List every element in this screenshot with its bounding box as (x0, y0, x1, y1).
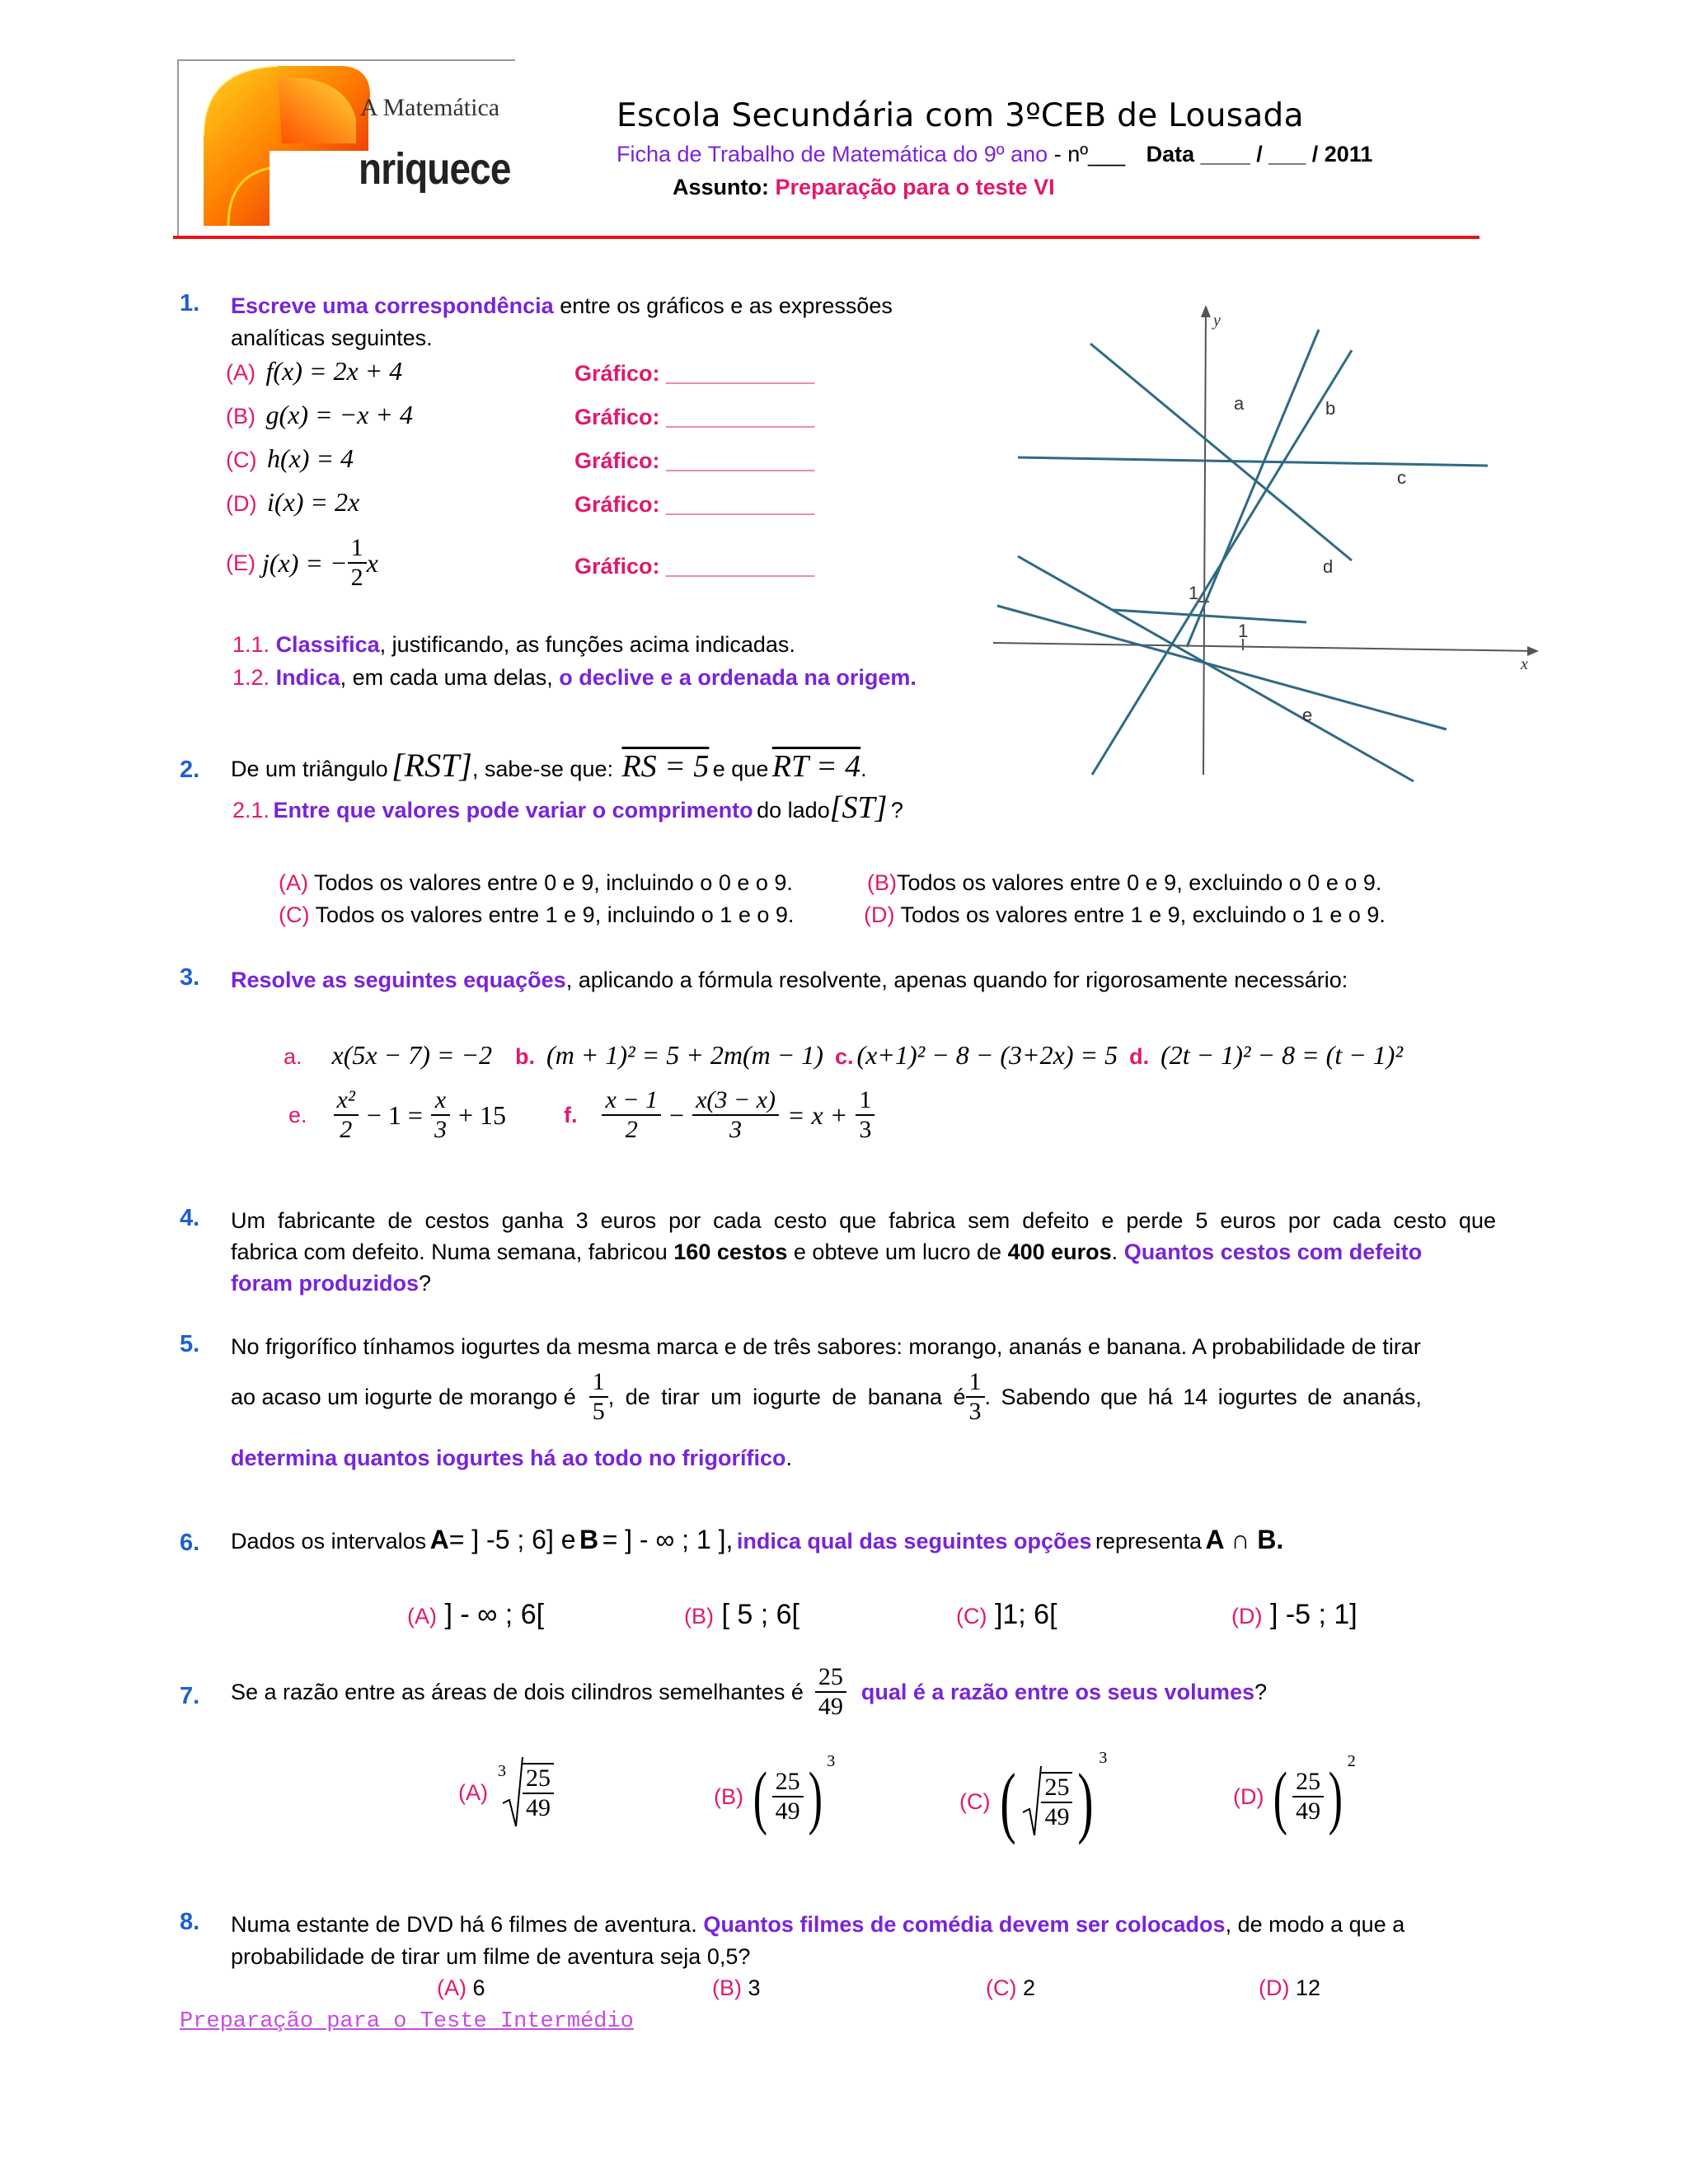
option-text: 2 (1023, 1975, 1036, 2000)
q6-option-a (407, 1599, 544, 1631)
q1-item-label: (E) (226, 551, 256, 575)
option-text: ] - ∞ ; 6[ (444, 1599, 545, 1630)
option-text: Todos os valores entre 0 e 9, incluindo o 0 e o 9. (314, 870, 793, 895)
q2-option-a (279, 867, 793, 898)
fraction-numerator: 25 (1041, 1774, 1072, 1803)
q1-item-expr-post: x (366, 547, 378, 578)
q1-item-c (226, 443, 354, 476)
q8-text: , de modo a que a (1225, 1912, 1405, 1937)
q2-text-b: , sabe-se que: (471, 757, 613, 781)
fraction-denominator: 49 (526, 1794, 551, 1821)
q2-triangle: [RST] (392, 747, 472, 784)
q4-bold: 400 euros (1007, 1240, 1112, 1264)
q5-line1: No frigorífico tínhamos iogurtes da mesma marca e de três sabores: morango, ananás e banana. A probabilidade de tirar (231, 1334, 1421, 1359)
q6-text-a: Dados os intervalos (231, 1529, 427, 1554)
fraction-denominator: 2 (340, 1116, 353, 1143)
paren-open: ( (1273, 1757, 1288, 1836)
q1-item-fraction (348, 534, 367, 592)
option-label: (C) (986, 1975, 1017, 2000)
option-text: Todos os valores entre 1 e 9, incluindo o 1 e o 9. (315, 902, 795, 927)
fraction-denominator: 5 (592, 1398, 605, 1425)
option-label: (A) (437, 1975, 467, 2000)
q3-b-label: b. (515, 1044, 536, 1069)
q2-option-d (864, 899, 1386, 930)
q8-option-c (986, 1972, 1035, 2004)
footer-link[interactable]: Preparação para o Teste Intermédio (180, 2009, 634, 2034)
q1-item-d (226, 487, 359, 519)
q2-side: [ST] (829, 790, 888, 825)
fraction-numerator: 1 (856, 1086, 874, 1116)
fraction-denominator: 3 (434, 1116, 447, 1143)
school-title: Escola Secundária com 3ºCEB de Lousada (617, 97, 1304, 134)
fraction-numerator: 25 (815, 1663, 846, 1693)
q3-e-label: e. (288, 1103, 307, 1127)
q3-number: 3. (180, 964, 200, 991)
q4-bold: 160 cestos (673, 1240, 788, 1264)
q4-text: ? (419, 1271, 432, 1296)
q7-option-c (959, 1749, 1108, 1847)
q3-c-expr: (x+1)² − 8 − (3+2x) = 5 (856, 1040, 1118, 1070)
q8-option-a (437, 1972, 485, 2004)
q6-set-b: B (579, 1525, 599, 1554)
q5-text: ao acaso um iogurte de morango é (231, 1385, 576, 1409)
q6-text (231, 1525, 1283, 1557)
worksheet-title: Ficha de Trabalho de Matemática do 9º ano (617, 142, 1048, 166)
worksheet-line (617, 138, 1372, 170)
fraction-denominator: 3 (729, 1116, 743, 1143)
exponent: 3 (1099, 1749, 1108, 1767)
q2-number: 2. (180, 757, 200, 783)
q7-option-b (714, 1752, 836, 1838)
q4-line2 (231, 1236, 1422, 1268)
q2-text-c: e que (712, 757, 769, 781)
q3-e-end: + 15 (457, 1099, 506, 1130)
option-label: (D) (1259, 1975, 1290, 2000)
subject-value: Preparação para o teste VI (775, 175, 1055, 199)
paren-close: ) (1077, 1757, 1095, 1845)
q6-set-a: A (429, 1525, 449, 1554)
q7-end: ? (1254, 1680, 1268, 1704)
option-text: Todos os valores entre 0 e 9, excluindo o 0 e o 9. (897, 870, 1382, 895)
subject-label: Assunto: (673, 175, 769, 199)
q1-item-b (226, 400, 413, 432)
option-text: 3 (748, 1975, 761, 2000)
option-label: (B) (867, 870, 897, 895)
tick-x-label: 1 (1238, 621, 1249, 641)
q6-option-d (1231, 1599, 1357, 1631)
logo (177, 59, 515, 236)
q1-item-answer: Gráfico: ____________ (574, 554, 815, 579)
q1-item-answer: Gráfico: ____________ (574, 361, 815, 386)
root-index: 3 (498, 1762, 506, 1780)
q1-sub1-highlight: Classifica (275, 632, 380, 657)
fraction-denominator: 2 (625, 1116, 638, 1143)
q2-option-c (279, 899, 794, 930)
q1-item-a (226, 356, 402, 388)
line-a (1090, 344, 1352, 560)
q4-line3 (231, 1268, 431, 1299)
q1-item-label: (B) (226, 404, 256, 429)
q1-intro-rest: entre os gráficos e as expressões (560, 293, 893, 318)
q1-item-answer: Gráfico: ____________ (574, 492, 815, 517)
q1-number: 1. (180, 290, 200, 316)
option-fraction (1292, 1768, 1324, 1825)
q6-rest: representa (1095, 1529, 1203, 1554)
q5-text: . Sabendo que há 14 iogurtes de ananás, (984, 1385, 1422, 1409)
tick-y-label: 1 (1189, 583, 1199, 603)
q1-item-expr: i(x) = 2x (266, 487, 360, 517)
q6-number: 6. (180, 1530, 200, 1556)
q2-option-b (867, 867, 1381, 898)
q7-highlight: qual é a razão entre os seus volumes (860, 1680, 1255, 1704)
q1-sub1-number: 1.1. (232, 632, 270, 657)
q3-row2 (288, 1086, 874, 1144)
q6-highlight: indica qual das seguintes opções (736, 1529, 1092, 1554)
option-label: (C) (959, 1788, 991, 1814)
q5-line2 (231, 1368, 1496, 1426)
q3-d-label: d. (1129, 1044, 1150, 1069)
q3-b-expr: (m + 1)² = 5 + 2m(m − 1) (546, 1040, 823, 1070)
logo-title: A Matemática (360, 94, 500, 121)
q3-d-expr: (2t − 1)² − 8 = (t − 1)² (1160, 1040, 1404, 1070)
q7-option-a (458, 1755, 554, 1830)
q8-text: Numa estante de DVD há 6 filmes de aventura. (231, 1912, 697, 1937)
q2-eq1: RS = 5 (621, 749, 710, 784)
q7-frac (815, 1663, 846, 1721)
q1-item-expr: j(x) = − (262, 547, 348, 578)
q1-intro-highlight: Escreve uma correspondência (231, 293, 554, 318)
q1-sub2-highlight2: o declive e a ordenada na origem. (559, 665, 917, 690)
option-text: ]1; 6[ (994, 1599, 1057, 1630)
q6-interval-a: = ] -5 ; 6] e (448, 1525, 576, 1554)
q1-item-answer: Gráfico: ____________ (574, 405, 815, 429)
q3-e-mid: − 1 = (366, 1099, 423, 1130)
option-text: ] -5 ; 1] (1269, 1599, 1357, 1630)
option-label: (A) (407, 1604, 437, 1629)
q6-option-c (956, 1599, 1057, 1631)
logo-spiral-icon (179, 61, 377, 236)
q1-sub2-mid: , em cada uma delas, (340, 665, 553, 690)
q8-line2: probabilidade de tirar um filme de aventura seja 0,5? (231, 1944, 751, 1969)
option-fraction (772, 1768, 804, 1825)
option-label: (B) (712, 1975, 742, 2000)
fraction-denominator: 2 (350, 564, 363, 591)
q3-a-expr: x(5x − 7) = −2 (331, 1040, 493, 1070)
q7-text (231, 1663, 1267, 1721)
fraction-numerator: 1 (348, 534, 367, 564)
label-a: a (1234, 393, 1245, 414)
x-axis-arrow (1527, 646, 1539, 656)
option-label: (D) (864, 902, 895, 927)
q6-result: A ∩ B. (1205, 1525, 1284, 1554)
fraction-denominator: 49 (1044, 1802, 1070, 1830)
q1-item-expr: h(x) = 4 (266, 443, 354, 473)
q3-c-label: c. (834, 1044, 854, 1069)
square-root-icon (1021, 1765, 1043, 1839)
q1-sub1-rest: , justificando, as funções acima indicadas. (379, 632, 795, 657)
q3-f-frac2 (692, 1086, 779, 1144)
line-d (1018, 556, 1414, 781)
line-b (1187, 330, 1319, 647)
option-label: (C) (956, 1604, 987, 1629)
fraction-numerator: x − 1 (602, 1086, 661, 1116)
q3-a-label: a. (284, 1044, 302, 1069)
q6-interval-b: = ] - ∞ ; 1 ], (602, 1525, 734, 1554)
label-d: d (1323, 556, 1334, 577)
fraction-numerator: 1 (966, 1368, 985, 1398)
line-c (1018, 457, 1488, 466)
q4-line1: Um fabricante de cestos ganha 3 euros por cada cesto que fabrica sem defeito e perde 5 euros por cada cesto que (231, 1208, 1496, 1233)
axis-y-label: y (1213, 312, 1221, 330)
fraction-denominator: 49 (1296, 1797, 1321, 1825)
q2-sub-end: ? (890, 798, 903, 823)
q6-option-b (684, 1599, 799, 1631)
exponent: 2 (1347, 1752, 1356, 1770)
q5-frac-banana (966, 1368, 985, 1426)
option-label: (A) (458, 1780, 488, 1805)
option-fraction (523, 1763, 554, 1822)
option-label: (D) (1233, 1784, 1264, 1809)
x-axis (993, 643, 1537, 651)
paren-open: ( (753, 1757, 767, 1836)
q8-number: 8. (180, 1909, 200, 1935)
q1-item-e (226, 534, 378, 592)
q4-highlight: foram produzidos (231, 1271, 419, 1296)
y-axis (1203, 307, 1206, 775)
q2-text (231, 746, 867, 785)
q8-line1 (231, 1909, 1404, 1940)
option-label: (B) (714, 1784, 743, 1809)
fraction-numerator: 1 (589, 1368, 608, 1398)
line-e-main (997, 606, 1447, 729)
q2-sub-highlight: Entre que valores pode variar o comprimento (273, 798, 753, 823)
q3-f-mid: = x + (786, 1099, 848, 1130)
option-label: (D) (1231, 1604, 1263, 1629)
q1-item-expr: g(x) = −x + 4 (265, 400, 413, 429)
line-e (1113, 610, 1306, 622)
q2-sub-number: 2.1. (232, 798, 270, 823)
q2-sub-rest: do lado (757, 798, 830, 823)
exponent: 3 (827, 1752, 836, 1770)
label-c: c (1397, 467, 1406, 488)
option-text: 12 (1296, 1975, 1321, 2000)
q4-text: e obteve um lucro de (793, 1240, 1002, 1264)
option-label: (B) (684, 1604, 714, 1629)
option-fraction (1041, 1772, 1072, 1831)
axis-x-label: x (1521, 655, 1528, 673)
fraction-denominator: 3 (859, 1116, 872, 1143)
worksheet-number: - nº___ (1053, 142, 1126, 166)
worksheet-date: Data ____ / ___ / 2011 (1146, 142, 1373, 166)
q8-option-d (1259, 1972, 1320, 2004)
paren-close: ) (808, 1757, 823, 1836)
q1-graph (985, 301, 1545, 787)
q8-highlight: Quantos filmes de comédia devem ser colocados (703, 1912, 1226, 1937)
q5-text: , de tirar um iogurte de banana é (607, 1385, 966, 1409)
q7-text-a: Se a razão entre as áreas de dois cilindros semelhantes é (231, 1680, 804, 1704)
q3-row1 (284, 1040, 1403, 1072)
q2-text-d: . (860, 757, 867, 781)
q3-f-minus: − (669, 1099, 685, 1130)
q8-option-b (712, 1972, 761, 2004)
q2-text-a: De um triângulo (231, 757, 388, 781)
q1-sub2 (232, 662, 917, 693)
q1-sub1 (232, 629, 795, 660)
option-text: [ 5 ; 6[ (721, 1599, 799, 1630)
subject-line (673, 171, 1055, 203)
q1-item-expr: f(x) = 2x + 4 (265, 356, 403, 386)
option-label: (A) (279, 870, 308, 895)
fraction-numerator: 25 (1292, 1768, 1324, 1797)
option-text: Todos os valores entre 1 e 9, excluindo o 1 e o 9. (900, 902, 1386, 927)
q3-text (231, 964, 1348, 996)
line-b-upper (1092, 350, 1352, 775)
q1-item-label: (A) (226, 360, 256, 385)
q1-item-label: (C) (226, 448, 257, 472)
q7-number: 7. (180, 1683, 200, 1709)
q1-item-label: (D) (226, 491, 257, 516)
q5-highlight: determina quantos iogurtes há ao todo no frigorífico (231, 1446, 786, 1470)
q4-text: fabrica com defeito. Numa semana, fabricou (231, 1240, 668, 1264)
y-axis-arrow (1201, 305, 1211, 317)
option-label: (C) (279, 902, 310, 927)
paren-close: ) (1328, 1757, 1343, 1836)
q1-sub2-number: 1.2. (232, 665, 270, 690)
header-divider (173, 236, 1479, 239)
label-e: e (1302, 705, 1313, 725)
q5-frac-morango (589, 1368, 608, 1426)
fraction-numerator: 25 (523, 1765, 554, 1794)
q3-f-label: f. (563, 1103, 578, 1127)
q1-sub2-highlight: Indica (275, 665, 340, 690)
q3-rest: , aplicando a fórmula resolvente, apenas quando for rigorosamente necessário: (565, 968, 1348, 992)
q5-text: . (785, 1446, 793, 1470)
q3-e-frac1 (334, 1086, 359, 1144)
fraction-denominator: 49 (775, 1797, 800, 1825)
fraction-numerator: x² (334, 1086, 359, 1116)
q1-item-answer: Gráfico: ____________ (574, 448, 815, 473)
option-text: 6 (472, 1975, 485, 2000)
q3-e-frac2 (431, 1086, 450, 1144)
q1-intro-line2: analíticas seguintes. (231, 326, 433, 350)
fraction-denominator: 49 (818, 1693, 843, 1720)
paren-open: ( (1000, 1757, 1017, 1845)
q3-highlight: Resolve as seguintes equações (231, 968, 566, 992)
q3-f-frac1 (602, 1086, 661, 1144)
q5-number: 5. (180, 1331, 200, 1357)
fraction-denominator: 3 (968, 1398, 982, 1425)
label-b: b (1325, 398, 1336, 419)
q5-line3 (231, 1442, 792, 1474)
q1-intro (231, 290, 893, 321)
fraction-numerator: x(3 − x) (692, 1086, 779, 1116)
fraction-numerator: 25 (772, 1768, 804, 1797)
q3-f-frac3 (856, 1086, 874, 1144)
q2-sub (232, 790, 903, 826)
fraction-numerator: x (431, 1086, 450, 1116)
q4-text: . (1111, 1240, 1118, 1264)
q4-highlight: Quantos cestos com defeito (1123, 1240, 1423, 1264)
logo-word: nriquece (359, 144, 511, 194)
q2-eq2: RT = 4 (771, 749, 861, 784)
q4-number: 4. (180, 1205, 200, 1231)
q7-option-d (1233, 1752, 1356, 1838)
